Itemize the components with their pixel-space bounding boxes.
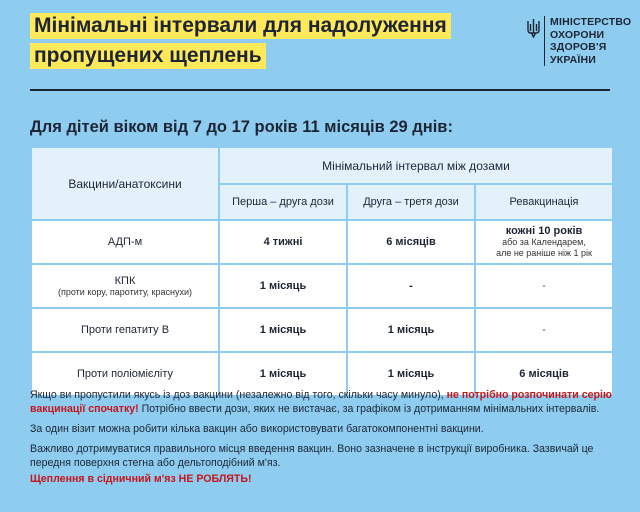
note-text: Якщо ви пропустили якусь із доз вакцини (незалежно від того, скільки часу минуло), — [30, 389, 447, 401]
vaccine-name-cell — [31, 264, 219, 308]
interval-cell: 1 місяць — [219, 264, 347, 308]
header-min-interval: Мінімальний інтервал між дозами — [219, 147, 613, 184]
page-title — [30, 13, 451, 73]
interval-cell: 1 місяць — [347, 352, 475, 396]
note-paragraph: Важливо дотримуватися правильного місця введення вакцин. Воно зазначене в інструкції виробника. Зазвичай це передня поверхня стегна або дельтоподібний м'яз. — [30, 443, 594, 469]
revaccination-note: або за Календарем, — [502, 237, 586, 247]
revaccination-main: кожні 10 років — [505, 225, 583, 237]
ministry-logo — [527, 16, 631, 66]
vaccine-name: КПК — [114, 274, 136, 287]
ministry-line-1: МІНІСТЕРСТВО — [550, 16, 632, 28]
vaccine-name: Проти гепатиту В — [31, 308, 219, 352]
ministry-line-2: ОХОРОНИ — [550, 28, 605, 41]
ministry-line-3: ЗДОРОВ'Я — [550, 41, 607, 53]
ministry-line-4: УКРАЇНИ — [550, 53, 597, 66]
title-line-1: Мінімальні інтервали для надолуження — [30, 13, 451, 39]
interval-cell: 6 місяців — [347, 220, 475, 264]
interval-cell: 1 місяць — [219, 352, 347, 396]
note-warning: не потрібно розпочинати серію вакцинації спочатку! — [30, 389, 612, 415]
revaccination-cell: - — [475, 264, 613, 308]
note-paragraph — [30, 388, 620, 416]
notes-section — [30, 388, 620, 492]
note-paragraph: За один візит можна робити кілька вакцин або використовувати багатокомпонентні вакцини. — [30, 423, 484, 435]
header-divider — [30, 89, 610, 91]
table-row — [31, 220, 613, 264]
revaccination-cell — [475, 220, 613, 264]
age-subtitle: Для дітей віком від 7 до 17 років 11 місяців 29 днів: — [30, 118, 453, 136]
note-text: Потрібно ввести дози, яких не вистачає, за графіком із дотриманням мінімальних інтервалів. — [138, 403, 600, 415]
trident-icon — [527, 18, 540, 38]
interval-cell: - — [347, 264, 475, 308]
ministry-name — [544, 16, 631, 66]
revaccination-cell: - — [475, 308, 613, 352]
table-row — [31, 308, 613, 352]
interval-table — [30, 146, 614, 397]
interval-cell: 4 тижні — [219, 220, 347, 264]
title-line-2: пропущених щеплень — [30, 43, 266, 69]
vaccine-note: (проти кору, паротиту, краснухи) — [58, 286, 192, 297]
note-warning: Щеплення в сідничний м'яз НЕ РОБЛЯТЬ! — [30, 473, 252, 485]
header-revaccination: Ревакцинація — [475, 184, 613, 220]
interval-cell: 1 місяць — [219, 308, 347, 352]
interval-cell: 1 місяць — [347, 308, 475, 352]
vaccine-name: Проти поліомієліту — [31, 352, 219, 396]
header-dose-2-3: Друга – третя дози — [347, 184, 475, 220]
revaccination-cell: 6 місяців — [475, 352, 613, 396]
header-vaccines: Вакцини/анатоксини — [31, 147, 219, 220]
vaccine-name: АДП-м — [31, 220, 219, 264]
revaccination-note: але не раніше ніж 1 рік — [496, 248, 592, 258]
table-row — [31, 264, 613, 308]
header-dose-1-2: Перша – друга дози — [219, 184, 347, 220]
